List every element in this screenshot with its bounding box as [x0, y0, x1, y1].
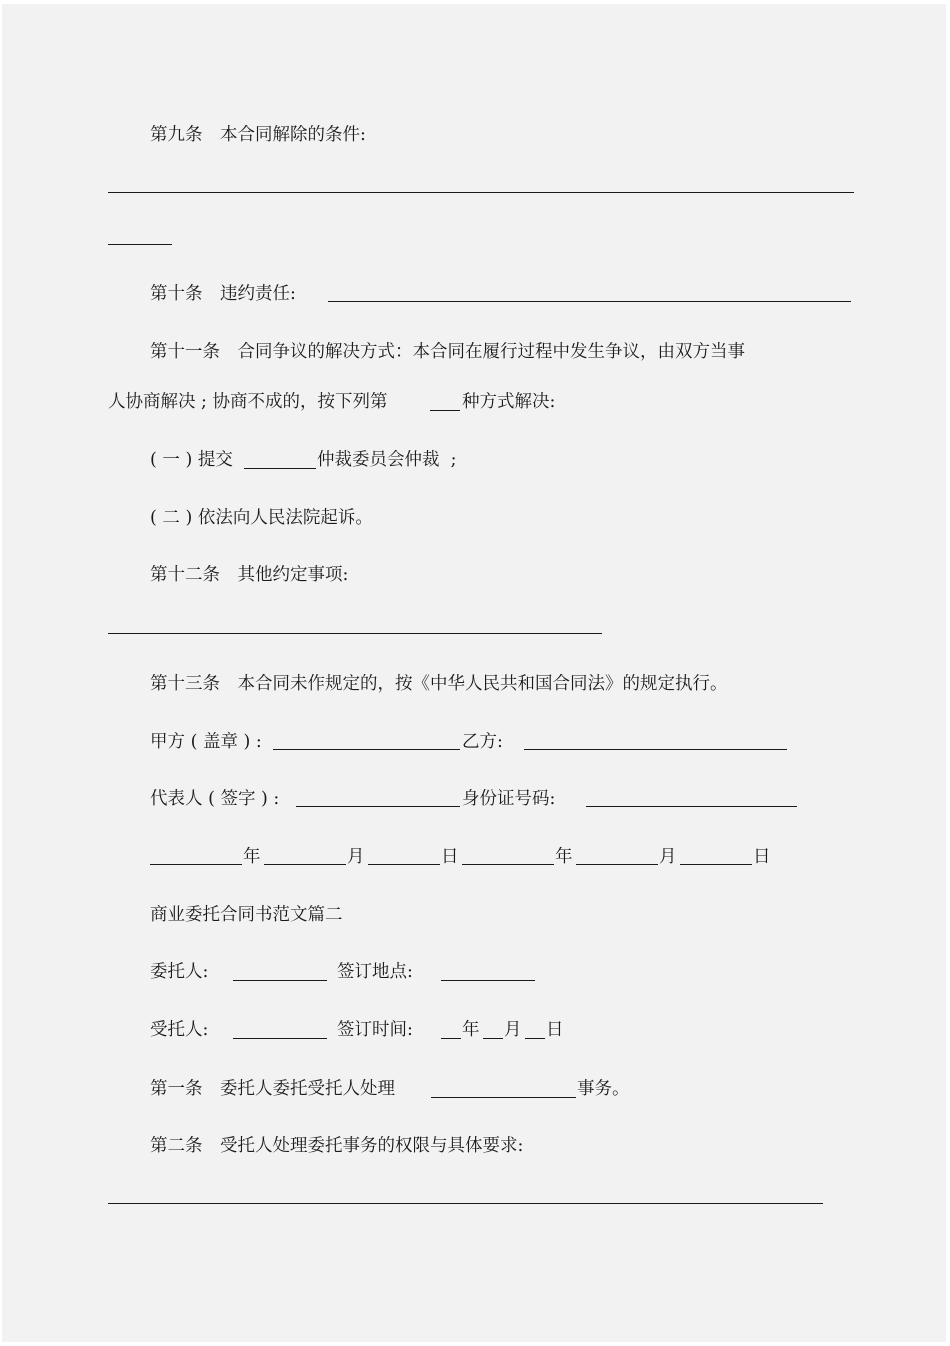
arbitration-committee-blank	[244, 468, 316, 469]
party-a-label: 甲方 ( 盖章 ) :	[150, 732, 262, 752]
sign-time-month-label: 月	[504, 1020, 522, 1040]
article-9-blank-line-1	[108, 192, 854, 193]
section-2-article-1-blank	[431, 1097, 576, 1098]
principal-label: 委托人:	[150, 962, 209, 982]
date-b-year-blank	[462, 864, 554, 865]
article-11-line-2-start: 人协商解决 ; 协商不成的，按下列第	[108, 392, 388, 412]
section-2-heading: 商业委托合同书范文篇二	[150, 905, 343, 925]
article-11-option-1-end: 仲裁委员会仲裁 ;	[317, 450, 457, 470]
sign-time-day-label: 日	[546, 1020, 564, 1040]
sign-time-day-blank	[525, 1038, 545, 1039]
sign-time-label: 签订时间:	[337, 1020, 413, 1040]
article-12-title: 第十二条 其他约定事项:	[150, 565, 349, 585]
article-12-blank-line	[108, 633, 602, 634]
date-b-year-label: 年	[555, 847, 573, 867]
article-10-label: 第十条 违约责任:	[150, 284, 296, 304]
date-b-day-label: 日	[753, 847, 771, 867]
date-a-day-blank	[368, 864, 440, 865]
date-a-year-blank	[150, 864, 242, 865]
section-2-article-1-end: 事务。	[577, 1079, 630, 1099]
party-a-blank	[273, 749, 460, 750]
article-11-choice-blank	[430, 410, 460, 411]
section-2-article-1-start: 第一条 委托人委托受托人处理	[150, 1079, 395, 1099]
agent-blank	[233, 1038, 327, 1039]
party-b-label: 乙方:	[462, 732, 503, 752]
article-11-option-1-start: ( 一 ) 提交	[150, 450, 233, 470]
article-11-line-2-end: 种方式解决:	[462, 392, 556, 412]
date-a-month-blank	[264, 864, 346, 865]
date-a-day-label: 日	[441, 847, 459, 867]
principal-blank	[233, 980, 327, 981]
sign-place-label: 签订地点:	[337, 962, 413, 982]
article-10-title	[150, 282, 296, 306]
article-10-blank	[328, 301, 851, 302]
sign-place-blank	[441, 980, 535, 981]
sign-time-year-blank	[441, 1038, 461, 1039]
date-a-year-label: 年	[243, 847, 261, 867]
section-2-article-2-blank	[108, 1203, 823, 1204]
article-11-line-1: 第十一条 合同争议的解决方式：本合同在履行过程中发生争议，由双方当事	[150, 342, 745, 362]
id-number-blank	[586, 806, 797, 807]
article-13-text: 第十三条 本合同未作规定的，按《中华人民共和国合同法》的规定执行。	[150, 674, 728, 694]
date-b-month-label: 月	[659, 847, 677, 867]
article-9-blank-line-2	[108, 244, 172, 245]
date-b-month-blank	[576, 864, 658, 865]
section-2-article-2: 第二条 受托人处理委托事务的权限与具体要求:	[150, 1136, 524, 1156]
sign-time-year-label: 年	[462, 1020, 480, 1040]
date-a-month-label: 月	[347, 847, 365, 867]
article-9-title: 第九条 本合同解除的条件:	[150, 125, 366, 145]
article-11-option-2: ( 二 ) 依法向人民法院起诉。	[150, 508, 373, 528]
sign-time-month-blank	[483, 1038, 503, 1039]
representative-label: 代表人 ( 签字 ) :	[150, 789, 280, 809]
party-b-blank	[524, 749, 787, 750]
representative-blank	[296, 806, 460, 807]
date-b-day-blank	[680, 864, 752, 865]
agent-label: 受托人:	[150, 1020, 209, 1040]
id-number-label: 身份证号码:	[462, 789, 556, 809]
